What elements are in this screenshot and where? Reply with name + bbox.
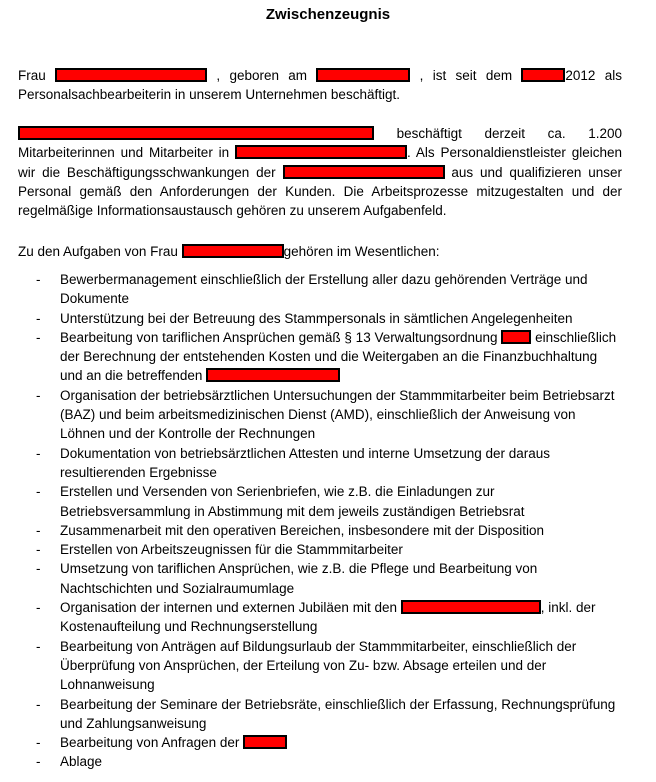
redaction-clients <box>283 165 445 179</box>
redaction-requester <box>243 735 287 749</box>
bullet-dash: - <box>36 542 41 558</box>
list-item <box>0 540 620 559</box>
bullet-dash: - <box>36 754 41 770</box>
bullet-dash: - <box>36 387 41 403</box>
tasks-intro <box>18 242 622 261</box>
list-item-text: Umsetzung von tariflichen Ansprüchen, wie z.B. die Pflege und Bearbeitung von Nachtschichten und Sozialraumumlage <box>60 561 538 596</box>
list-item-text: Bewerbermanagement einschließlich der Erstellung aller dazu gehörenden Verträge und Dokumente <box>60 272 588 307</box>
bullet-dash: - <box>36 484 41 500</box>
list-item-text: , inkl. der Kostenaufteilung und Rechnungserstellung <box>60 600 596 635</box>
company-text-b: . Als Personaldienstleister gleichen wir die Beschäftigungsschwankungen der <box>18 145 622 180</box>
bullet-dash: - <box>36 696 41 712</box>
bullet-dash: - <box>36 561 41 577</box>
bullet-dash: - <box>36 272 41 287</box>
list-item-text: Dokumentation von betriebsärztlichen Attesten und interne Umsetzung der daraus resultierenden Ergebnisse <box>60 445 551 480</box>
intro-text-a: Frau <box>18 68 46 83</box>
bullet-dash: - <box>36 445 41 461</box>
bullet-dash: - <box>36 735 41 751</box>
intro-text-b: , geboren am <box>216 68 308 83</box>
redaction-name-2 <box>182 244 284 258</box>
redaction-name <box>55 68 207 82</box>
list-item-text: Ablage <box>60 754 103 770</box>
bullet-dash: - <box>36 310 41 326</box>
list-item-text: Bearbeitung von Anfragen der <box>60 735 240 751</box>
list-item <box>0 598 620 637</box>
list-item <box>0 482 620 521</box>
company-text-c: aus und qualifizieren unser Personal gemäß den Anforderungen der Kunden. Die Arbeitsprozesse mitzugestalten und der regelmäßige Informationsaustausch gehören zu unserem Aufgabenfeld. <box>18 164 622 219</box>
bullet-dash: - <box>36 638 41 654</box>
list-item-text: Erstellen von Arbeitszeugnissen für die Stammmitarbeiter <box>60 542 403 558</box>
list-item-text: Bearbeitung von tariflichen Ansprüchen gemäß § 13 Verwaltungsordnung <box>60 329 498 345</box>
bullet-dash: - <box>36 522 41 538</box>
redaction-department <box>206 368 340 382</box>
redaction-start-date <box>521 68 565 82</box>
tasks-intro-text-b: gehören im Wesentlichen: <box>283 244 440 259</box>
list-item <box>0 270 620 309</box>
intro-text-d: 2012 als Personalsachbearbeiterin in unserem Unternehmen beschäftigt. <box>18 68 622 103</box>
tasks-intro-text-a: Zu den Aufgaben von Frau <box>18 244 178 259</box>
bullet-dash: - <box>36 600 41 616</box>
task-list <box>0 270 656 772</box>
list-item-text: Organisation der internen und externen Jubiläen mit den <box>60 600 397 616</box>
intro-paragraph <box>18 66 622 105</box>
list-item-text: Bearbeitung der Seminare der Betriebsräte, einschließlich der Erfassung, Rechnungsprüfung und Zahlungsanweisung <box>60 696 616 731</box>
list-item <box>0 733 620 752</box>
list-item <box>0 559 620 598</box>
list-item <box>0 695 620 734</box>
list-item <box>0 386 620 444</box>
intro-text-c: , ist seit dem <box>419 68 513 83</box>
list-item <box>0 752 620 771</box>
bullet-dash: - <box>36 329 41 345</box>
redaction-partners <box>401 600 541 614</box>
list-item-text: Zusammenarbeit mit den operativen Bereichen, insbesondere mit der Disposition <box>60 522 544 538</box>
company-text-a: beschäftigt derzeit ca. 1.200 Mitarbeiterinnen und Mitarbeiter in <box>18 126 622 161</box>
list-item <box>0 637 620 695</box>
list-item <box>0 309 620 328</box>
redaction-location <box>235 145 407 159</box>
redaction-company-name <box>18 126 374 140</box>
company-paragraph <box>18 124 622 220</box>
document-title: Zwischenzeugnis <box>265 6 391 23</box>
list-item <box>0 521 620 540</box>
list-item <box>0 444 620 483</box>
list-item <box>0 328 620 386</box>
list-item-text: Organisation der betriebsärztlichen Untersuchungen der Stammmitarbeiter beim Betriebsarzt (BAZ) und beim arbeitsmedizinischen Dienst (AMD), einschließlich der Anweisung von Löhnen und der Kontrolle der Rechnungen <box>60 387 615 442</box>
redaction-birthdate <box>316 68 410 82</box>
list-item-text: Erstellen und Versenden von Serienbriefen, wie z.B. die Einladungen zur Betriebsversammlung in Abstimmung mit dem jeweils zuständigen Betriebsrat <box>60 484 525 519</box>
redaction-ordinance <box>501 330 531 344</box>
list-item-text: Unterstützung bei der Betreuung des Stammpersonals in sämtlichen Angelegenheiten <box>60 310 573 326</box>
list-item-text: Bearbeitung von Anträgen auf Bildungsurlaub der Stammmitarbeiter, einschließlich der Überprüfung von Ansprüchen, der Erteilung von Zu- bzw. Absage erteilen und der Lohnanweisung <box>60 638 577 693</box>
list-item-text: einschließlich der Berechnung der entstehenden Kosten und die Weitergaben an die Finanzbuchhaltung und an die betreffenden <box>60 329 617 384</box>
